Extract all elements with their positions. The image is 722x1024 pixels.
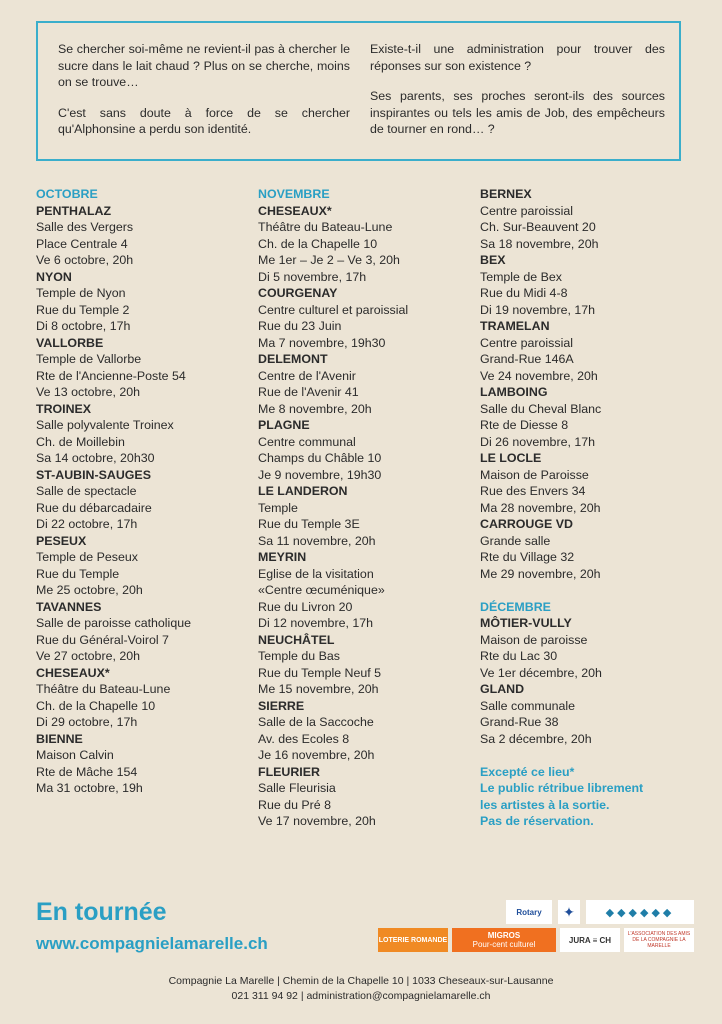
venue-detail: Théâtre du Bateau-Lune [258, 220, 393, 234]
venue-detail: Ch. Sur-Beauvent 20 [480, 220, 596, 234]
venue-detail: Sa 14 octobre, 20h30 [36, 451, 155, 465]
venue-city: BERNEX [480, 187, 532, 201]
venue-detail: Ma 7 novembre, 19h30 [258, 335, 386, 350]
venue-city: CHESEAUX* [258, 203, 332, 218]
quote-paragraph: Se chercher soi-même ne revient-il pas à chercher le sucre dans le lait chaud ? Plus on se cherche, moins on se trouve… [58, 42, 350, 89]
venue-detail: Av. des Ecoles 8 [258, 731, 350, 746]
venue-detail: Ch. de la Chapelle 10 [36, 698, 156, 713]
venue-city: NEUCHÂTEL [258, 632, 335, 647]
venue-city: NYON [36, 269, 72, 284]
note-line: Le public rétribue librement [480, 781, 644, 795]
quote-left-column [58, 41, 350, 152]
venue-city: DELEMONT [258, 352, 328, 366]
venue-detail: Me 25 octobre, 20h [36, 583, 143, 597]
partner-icon: ✦ [558, 900, 580, 924]
venue-detail: Ch. de Moillebin [36, 434, 125, 449]
venue-detail: Di 5 novembre, 17h [258, 269, 367, 284]
venue-detail: Ve 17 novembre, 20h [258, 814, 376, 828]
rotary-logo-text: Rotary [516, 907, 542, 917]
venue-detail: Rue du Pré 8 [258, 797, 332, 812]
venue-detail: Temple du Bas [258, 649, 340, 663]
venue-detail: Di 22 octobre, 17h [36, 517, 138, 531]
tour-title: En tournée [36, 898, 167, 926]
jura-logo-text: JURA ≡ CH [568, 935, 612, 945]
venue-detail: Grande salle [480, 533, 551, 548]
schedule-column-3 [480, 186, 690, 830]
venue-city: FLEURIER [258, 764, 320, 779]
migros-logo [452, 928, 556, 952]
venue-city: PENTHALAZ [36, 203, 112, 218]
venue-detail: Maison Calvin [36, 748, 114, 762]
venue-detail: Rte de Mâche 154 [36, 764, 138, 779]
venue-city: TAVANNES [36, 599, 102, 614]
venue-detail: Rue du 23 Juin [258, 319, 342, 333]
note-line: les artistes à la sortie. [480, 797, 610, 812]
venue-city: COURGENAY [258, 286, 338, 300]
spacer [480, 747, 690, 764]
venue-detail: Grand-Rue 38 [480, 715, 559, 729]
venue-detail: Salle polyvalente Troinex [36, 418, 174, 432]
association-logo-text: L'ASSOCIATION DES AMIS DE LA COMPAGNIE LA MARELLE [627, 931, 691, 949]
venue-detail: Salle des Vergers [36, 220, 134, 234]
venue-city: LE LANDERON [258, 484, 348, 498]
website-link[interactable]: www.compagnielamarelle.ch [36, 934, 268, 953]
venue-detail: Ve 27 octobre, 20h [36, 649, 141, 663]
venue-detail: Maison de Paroisse [480, 467, 589, 482]
note-line: Pas de réservation. [480, 814, 594, 828]
venue-detail: Me 1er – Je 2 – Ve 3, 20h [258, 253, 400, 267]
venue-detail: Eglise de la visitation [258, 566, 374, 581]
venue-city: BIENNE [36, 731, 83, 746]
quote-box [36, 21, 681, 161]
venue-city: CHESEAUX* [36, 665, 110, 680]
regional-flags-logo: ◆◆◆◆◆◆ [586, 900, 694, 924]
venue-detail: Me 8 novembre, 20h [258, 401, 372, 416]
venue-detail: Ma 31 octobre, 19h [36, 781, 143, 795]
venue-detail: Champs du Châble 10 [258, 451, 382, 465]
jura-logo [560, 928, 620, 952]
venue-detail: Ma 28 novembre, 20h [480, 500, 601, 515]
venue-detail: Ve 6 octobre, 20h [36, 253, 134, 267]
venue-detail: Maison de paroisse [480, 632, 588, 647]
venue-detail: Salle du Cheval Blanc [480, 401, 602, 416]
venue-detail: Rte du Village 32 [480, 550, 575, 564]
sponsor-logos [376, 898, 696, 954]
quote-paragraph: Ses parents, ses proches seront-ils des sources inspirantes ou tels les amis de Job, des empêcheurs de tourner en rond… ? [370, 89, 665, 136]
venue-detail: Rue du Temple [36, 566, 120, 581]
venue-detail: Di 29 octobre, 17h [36, 715, 138, 729]
venue-city: LE LOCLE [480, 451, 542, 465]
venue-detail: Ve 13 octobre, 20h [36, 385, 141, 399]
migros-logo-name: MIGROS [487, 931, 521, 940]
association-logo [624, 928, 694, 952]
venue-detail: Ch. de la Chapelle 10 [258, 236, 378, 251]
venue-detail: Temple de Nyon [36, 286, 126, 300]
month-heading: NOVEMBRE [258, 187, 330, 201]
venue-city: LAMBOING [480, 385, 548, 399]
venue-detail: Rte de l'Ancienne-Poste 54 [36, 368, 186, 383]
venue-city: MÔTIER-VULLY [480, 616, 572, 630]
quote-right-column [370, 41, 665, 152]
venue-city: GLAND [480, 682, 525, 696]
venue-detail: Salle de la Saccoche [258, 715, 374, 729]
venue-city: ST-AUBIN-SAUGES [36, 467, 151, 482]
venue-detail: Je 9 novembre, 19h30 [258, 467, 382, 482]
venue-detail: Di 12 novembre, 17h [258, 616, 374, 630]
venue-detail: Rue de l'Avenir 41 [258, 385, 359, 399]
venue-detail: Rue du Midi 4-8 [480, 286, 568, 300]
month-heading: DÉCEMBRE [480, 599, 551, 614]
venue-detail: Salle Fleurisia [258, 781, 336, 795]
note-line: Excepté ce lieu* [480, 764, 575, 779]
venue-detail: Di 8 octobre, 17h [36, 319, 131, 333]
venue-detail: Salle de spectacle [36, 484, 137, 498]
venue-city: PESEUX [36, 533, 87, 548]
venue-detail: Rue du Livron 20 [258, 599, 353, 614]
venue-detail: Centre de l'Avenir [258, 368, 356, 383]
venue-detail: Temple de Peseux [36, 550, 138, 564]
venue-detail: Di 26 novembre, 17h [480, 434, 596, 449]
venue-detail: Centre communal [258, 434, 356, 449]
venue-detail: Rue du Temple 3E [258, 517, 360, 531]
venue-city: TRAMELAN [480, 319, 550, 333]
schedule-column-1 [36, 186, 246, 797]
venue-detail: Temple de Bex [480, 269, 562, 284]
loterie-romande-logo [378, 928, 448, 952]
venue-detail: Rue du Temple Neuf 5 [258, 665, 382, 680]
quote-paragraph: Existe-t-il une administration pour trouver des réponses sur son existence ? [370, 42, 665, 73]
venue-detail: Rue du débarcadaire [36, 500, 152, 515]
venue-detail: Me 15 novembre, 20h [258, 682, 379, 696]
migros-logo-subtitle: Pour-cent culturel [472, 940, 536, 949]
venue-detail: Centre culturel et paroissial [258, 302, 409, 317]
venue-detail: Sa 2 décembre, 20h [480, 731, 592, 746]
venue-detail: Je 16 novembre, 20h [258, 748, 375, 762]
venue-city: MEYRIN [258, 550, 307, 564]
venue-city: SIERRE [258, 698, 305, 713]
venue-detail: Place Centrale 4 [36, 236, 128, 251]
spacer [480, 582, 690, 599]
venue-detail: Rue du Temple 2 [36, 302, 130, 317]
venue-detail: Théâtre du Bateau-Lune [36, 682, 171, 696]
venue-detail: Salle de paroisse catholique [36, 616, 191, 630]
venue-detail: Centre paroissial [480, 203, 573, 218]
quote-paragraph: C'est sans doute à force de se chercher qu'Alphonsine a perdu son identité. [58, 105, 350, 136]
venue-detail: «Centre œcuménique» [258, 583, 385, 597]
venue-detail: Centre paroissial [480, 335, 573, 350]
venue-detail: Rte de Diesse 8 [480, 418, 569, 432]
venue-detail: Ve 24 novembre, 20h [480, 368, 598, 383]
footer-address: Compagnie La Marelle | Chemin de la Chapelle 10 | 1033 Cheseaux-sur-Lausanne [168, 975, 554, 987]
venue-city: BEX [480, 253, 506, 267]
venue-detail: Temple [258, 500, 298, 515]
venue-detail: Me 29 novembre, 20h [480, 566, 601, 581]
venue-detail: Salle communale [480, 698, 576, 713]
schedule-column-2 [258, 186, 473, 830]
venue-detail: Ve 1er décembre, 20h [480, 665, 602, 680]
venue-city: TROINEX [36, 401, 92, 416]
venue-detail: Di 19 novembre, 17h [480, 302, 596, 317]
venue-detail: Temple de Vallorbe [36, 352, 142, 366]
rotary-logo [506, 900, 552, 924]
venue-detail: Sa 18 novembre, 20h [480, 236, 599, 251]
venue-city: VALLORBE [36, 335, 104, 350]
loterie-romande-logo-text: LOTERIE ROMANDE [378, 936, 448, 944]
month-heading: OCTOBRE [36, 187, 98, 201]
venue-detail: Rue des Envers 34 [480, 484, 586, 498]
venue-city: PLAGNE [258, 418, 310, 432]
venue-city: CARROUGE VD [480, 517, 573, 531]
venue-detail: Rue du Général-Voirol 7 [36, 632, 169, 647]
venue-detail: Rte du Lac 30 [480, 649, 558, 663]
footer-contact: 021 311 94 92 | administration@compagnielamarelle.ch [231, 990, 491, 1002]
venue-detail: Grand-Rue 146A [480, 352, 574, 366]
venue-detail: Sa 11 novembre, 20h [258, 533, 376, 548]
